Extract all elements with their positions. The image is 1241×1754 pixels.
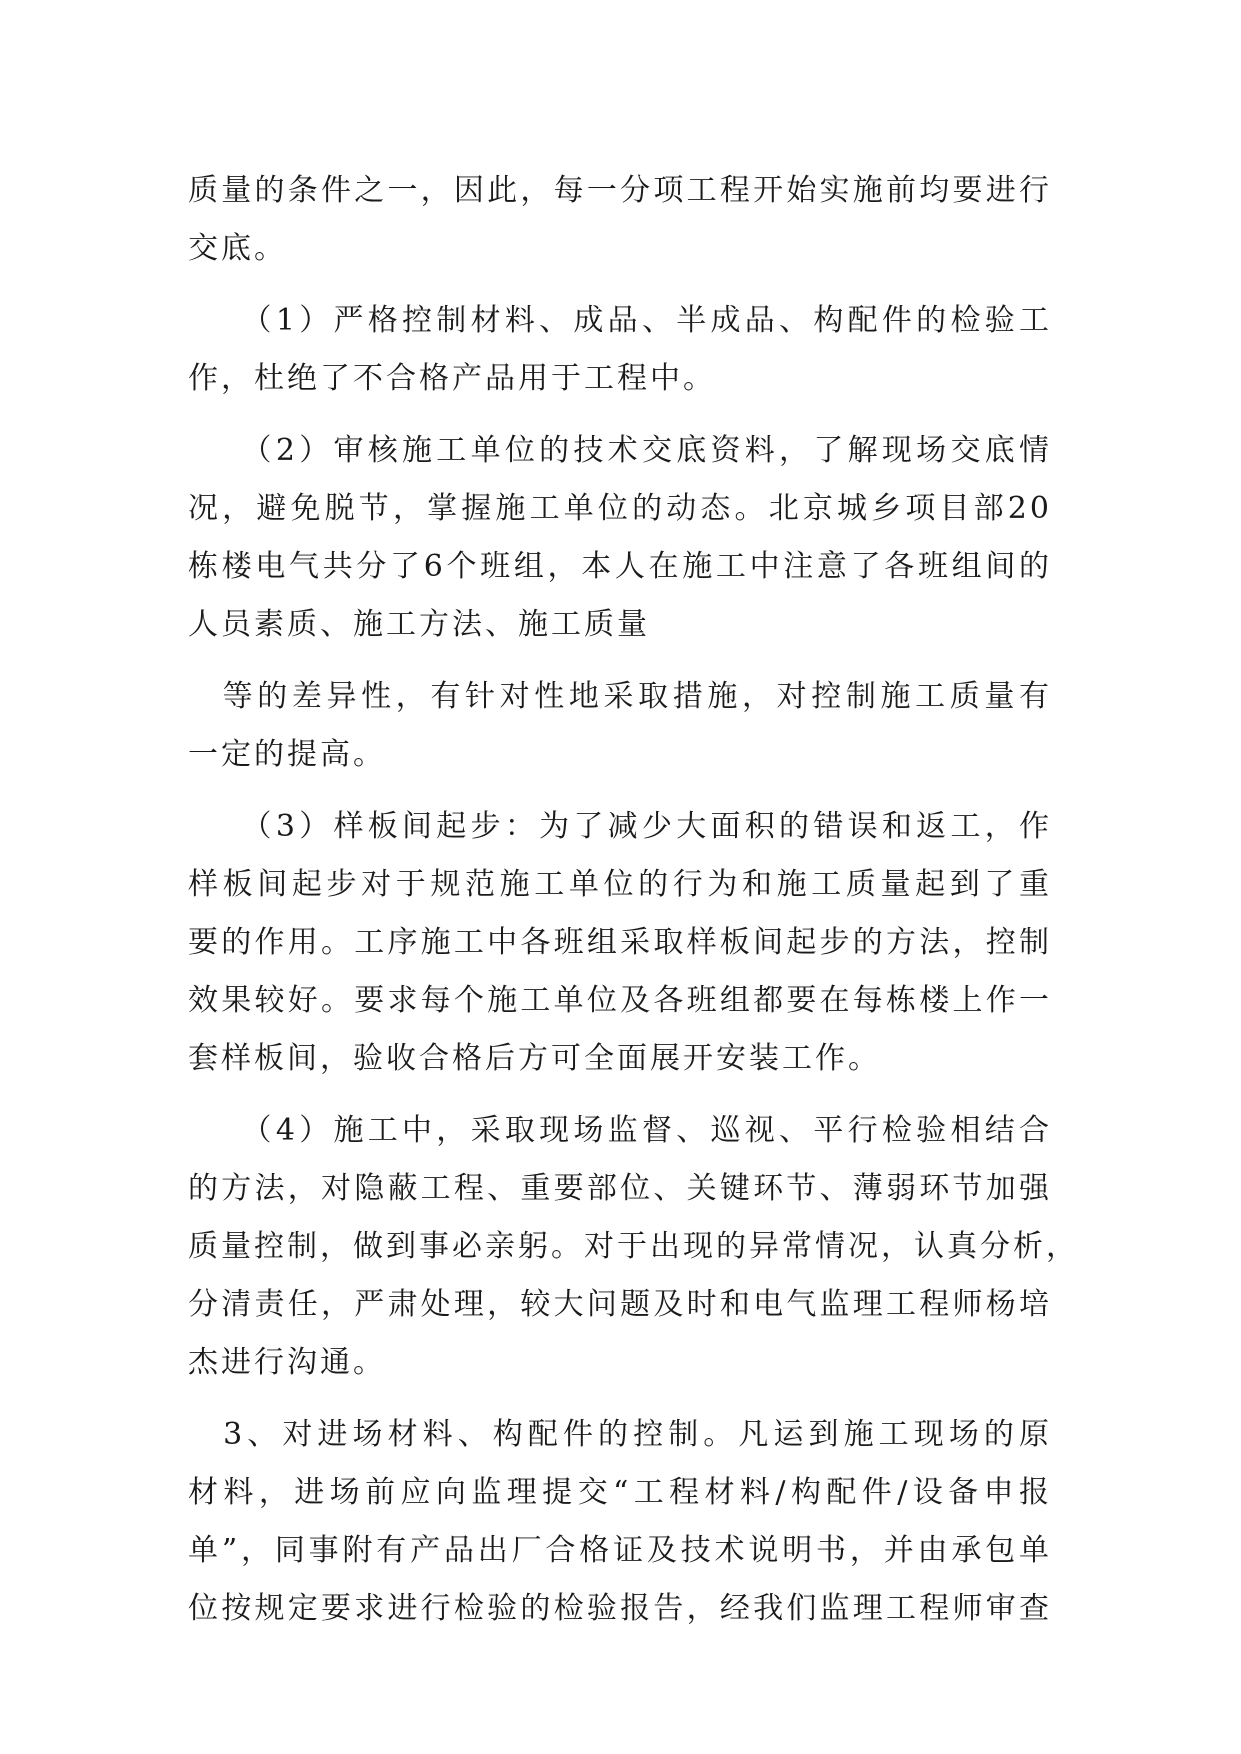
text-line: 分清责任，严肃处理，较大问题及时和电气监理工程师杨培 [188, 1287, 1052, 1322]
text-line: 等的差异性，有针对性地采取措施，对控制施工质量有 [188, 679, 1052, 714]
text-line: 一定的提高。 [188, 737, 386, 772]
text-line: 要的作用。工序施工中各班组采取样板间起步的方法，控制 [188, 925, 1052, 960]
text-line: 位按规定要求进行检验的检验报告，经我们监理工程师审查 [188, 1591, 1052, 1626]
text-line: （1）严格控制材料、成品、半成品、构配件的检验工 [188, 303, 1052, 338]
text-line: 况，避免脱节，掌握施工单位的动态。北京城乡项目部20 [188, 491, 1052, 526]
text-line: 3、对进场材料、构配件的控制。凡运到施工现场的原 [188, 1417, 1052, 1452]
text-line: （4）施工中，采取现场监督、巡视、平行检验相结合 [188, 1113, 1052, 1148]
text-line: 套样板间，验收合格后方可全面展开安装工作。 [188, 1041, 881, 1076]
text-line: 交底。 [188, 231, 287, 266]
text-line: 效果较好。要求每个施工单位及各班组都要在每栋楼上作一 [188, 983, 1052, 1018]
text-line: 的方法，对隐蔽工程、重要部位、关键环节、薄弱环节加强 [188, 1171, 1052, 1206]
text-line: 人员素质、施工方法、施工质量 [188, 607, 650, 642]
text-line: 样板间起步对于规范施工单位的行为和施工质量起到了重 [188, 867, 1052, 902]
text-line: 材料，进场前应向监理提交“工程材料/构配件/设备申报 [188, 1475, 1052, 1510]
text-line: 质量的条件之一，因此，每一分项工程开始实施前均要进行 [188, 173, 1052, 208]
text-line: 杰进行沟通。 [188, 1345, 386, 1380]
text-line: （2）审核施工单位的技术交底资料，了解现场交底情 [188, 433, 1052, 468]
text-line: 单”，同事附有产品出厂合格证及技术说明书，并由承包单 [188, 1533, 1052, 1568]
document-body [188, 162, 1079, 1638]
text-line: 质量控制，做到事必亲躬。对于出现的异常情况，认真分析， [188, 1229, 1079, 1264]
text-line: 栋楼电气共分了6个班组，本人在施工中注意了各班组间的 [188, 549, 1052, 584]
text-line: （3）样板间起步：为了减少大面积的错误和返工，作 [188, 809, 1052, 844]
text-line: 作，杜绝了不合格产品用于工程中。 [188, 361, 716, 396]
